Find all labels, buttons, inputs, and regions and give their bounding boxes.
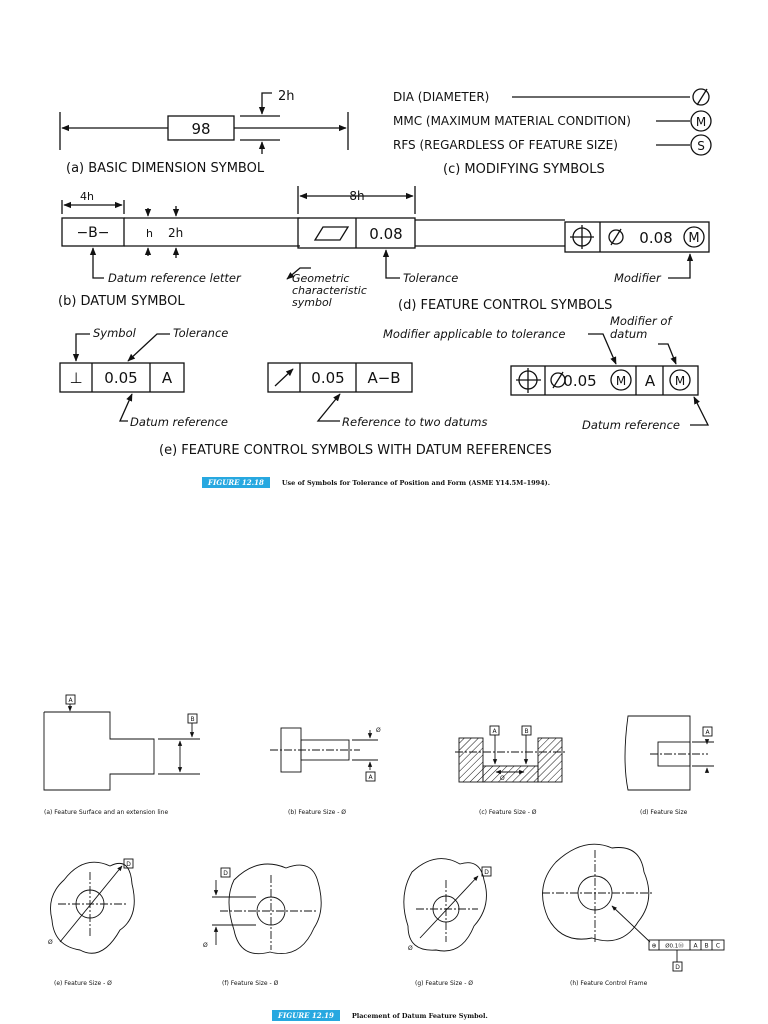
- datum-reference-callout-2: Datum reference: [582, 418, 680, 432]
- datum-height-label: 2h: [168, 226, 184, 240]
- basic-dim-label: (a) BASIC DIMENSION SYMBOL: [66, 161, 265, 176]
- datum-a-box-d: A: [705, 729, 710, 736]
- datum-h-label: h: [146, 227, 153, 240]
- dia-symbol-b: Ø: [376, 727, 381, 734]
- subfigure-b-drawing: [270, 728, 378, 781]
- datum-d-box-f: D: [223, 870, 228, 877]
- fcf-width-label: 8h: [349, 189, 365, 203]
- fcf-h-value: Ø0.1Ⓜ: [665, 943, 684, 950]
- datum-reference-callout: Datum reference: [130, 415, 228, 429]
- subfigure-c-label: (c) Feature Size - Ø: [479, 809, 537, 816]
- modifier-row-dia: DIA (DIAMETER): [393, 90, 490, 104]
- modifying-symbols-label: (c) MODIFYING SYMBOLS: [443, 162, 605, 177]
- subfigure-h-label: (h) Feature Control Frame: [570, 980, 648, 987]
- datum-box-letter: −B−: [76, 225, 110, 241]
- modifier-tolerance-callout: Modifier applicable to tolerance: [383, 327, 566, 341]
- figure-12-18-title: Use of Symbols for Tolerance of Position and Form (ASME Y14.5M–1994).: [281, 478, 550, 487]
- tolerance-callout: Tolerance: [403, 271, 459, 285]
- subfigure-d-drawing: [625, 716, 714, 790]
- basic-dim-height-label: 2h: [278, 89, 295, 104]
- datum-d-box-e: D: [126, 861, 131, 868]
- datum-a-box-a: A: [68, 697, 73, 704]
- datum-a-box-b: A: [368, 774, 373, 781]
- modifier-row-mmc: MMC (MAXIMUM MATERIAL CONDITION): [393, 114, 631, 128]
- figure-12-19-caption: [272, 1010, 488, 1021]
- subfigure-d-label: (d) Feature Size: [640, 809, 688, 816]
- subfigure-g-label: (g) Feature Size - Ø: [415, 980, 473, 987]
- basic-dim-value: 98: [191, 120, 211, 138]
- symbol-callout: Symbol: [93, 326, 136, 340]
- subfigure-f-label: (f) Feature Size - Ø: [222, 980, 279, 987]
- rfs-symbol: S: [697, 139, 705, 153]
- modifier-row-rfs: RFS (REGARDLESS OF FEATURE SIZE): [393, 138, 618, 152]
- fcf-h-datum-b: B: [704, 942, 709, 950]
- subfigure-a-label: (a) Feature Surface and an extension line: [44, 809, 169, 816]
- subfigure-c-drawing: [455, 726, 566, 782]
- frame3-datum: A: [644, 372, 656, 390]
- frame3-datum-modifier: M: [674, 374, 686, 388]
- frame2-datum: A−B: [367, 369, 401, 387]
- subfigure-b-label: (b) Feature Size - Ø: [288, 809, 346, 816]
- modifier-callout: Modifier: [614, 271, 661, 285]
- subfigure-e-drawing: [51, 859, 135, 953]
- datum-d-box-g: D: [484, 869, 489, 876]
- fcf-h-symbol: ⊕: [651, 942, 657, 950]
- figure-12-19-number: FIGURE 12.19: [272, 1010, 340, 1021]
- mmc-symbol: M: [695, 115, 707, 129]
- subfigure-g-drawing: [404, 859, 491, 951]
- datum-references-label: (e) FEATURE CONTROL SYMBOLS WITH DATUM REFERENCES: [159, 443, 552, 458]
- dia-symbol-c: Ø: [500, 775, 505, 782]
- frame2-value: 0.05: [311, 369, 345, 387]
- frame3-value: 0.05: [563, 372, 597, 390]
- fcf-tolerance-value: 0.08: [369, 225, 403, 243]
- two-datums-callout: Reference to two datums: [342, 415, 488, 429]
- datum-b-box-c: B: [524, 728, 529, 735]
- datum-letter-callout: Datum reference letter: [108, 271, 241, 285]
- figure-12-18-number: FIGURE 12.18: [202, 477, 270, 488]
- subfigure-a-drawing: [44, 695, 200, 790]
- feature-control-label: (d) FEATURE CONTROL SYMBOLS: [398, 298, 613, 313]
- datum-b-box-a: B: [190, 716, 195, 723]
- modifier-datum-callout: Modifier of datum: [610, 314, 672, 341]
- fcf-value: 0.08: [639, 229, 673, 247]
- datum-width-label: 4h: [80, 190, 94, 203]
- datum-symbol-label: (b) DATUM SYMBOL: [58, 294, 185, 309]
- figure-12-18-caption: [202, 477, 550, 488]
- subfigure-f-drawing: [212, 864, 321, 954]
- perpendicularity-symbol: ⊥: [69, 369, 83, 387]
- datum-d-box-h: D: [675, 964, 680, 971]
- frame3-modifier: M: [615, 374, 627, 388]
- dia-symbol-g: Ø: [408, 945, 413, 952]
- fcf-h-datum-c: C: [715, 942, 721, 950]
- frame1-value: 0.05: [104, 369, 138, 387]
- geometric-characteristic-callout: Geometric characteristic symbol: [292, 272, 367, 309]
- tolerance-callout-e: Tolerance: [173, 326, 229, 340]
- dia-symbol-e: Ø: [48, 939, 53, 946]
- frame1-datum: A: [161, 369, 173, 387]
- dia-symbol-f: Ø: [203, 942, 208, 949]
- subfigure-h-drawing: [542, 844, 724, 971]
- fcf-modifier-symbol: M: [688, 231, 700, 246]
- datum-a-box-c: A: [492, 728, 497, 735]
- subfigure-e-label: (e) Feature Size - Ø: [54, 980, 112, 987]
- fcf-h-datum-a: A: [693, 942, 698, 950]
- figure-12-19-title: Placement of Datum Feature Symbol.: [351, 1011, 488, 1020]
